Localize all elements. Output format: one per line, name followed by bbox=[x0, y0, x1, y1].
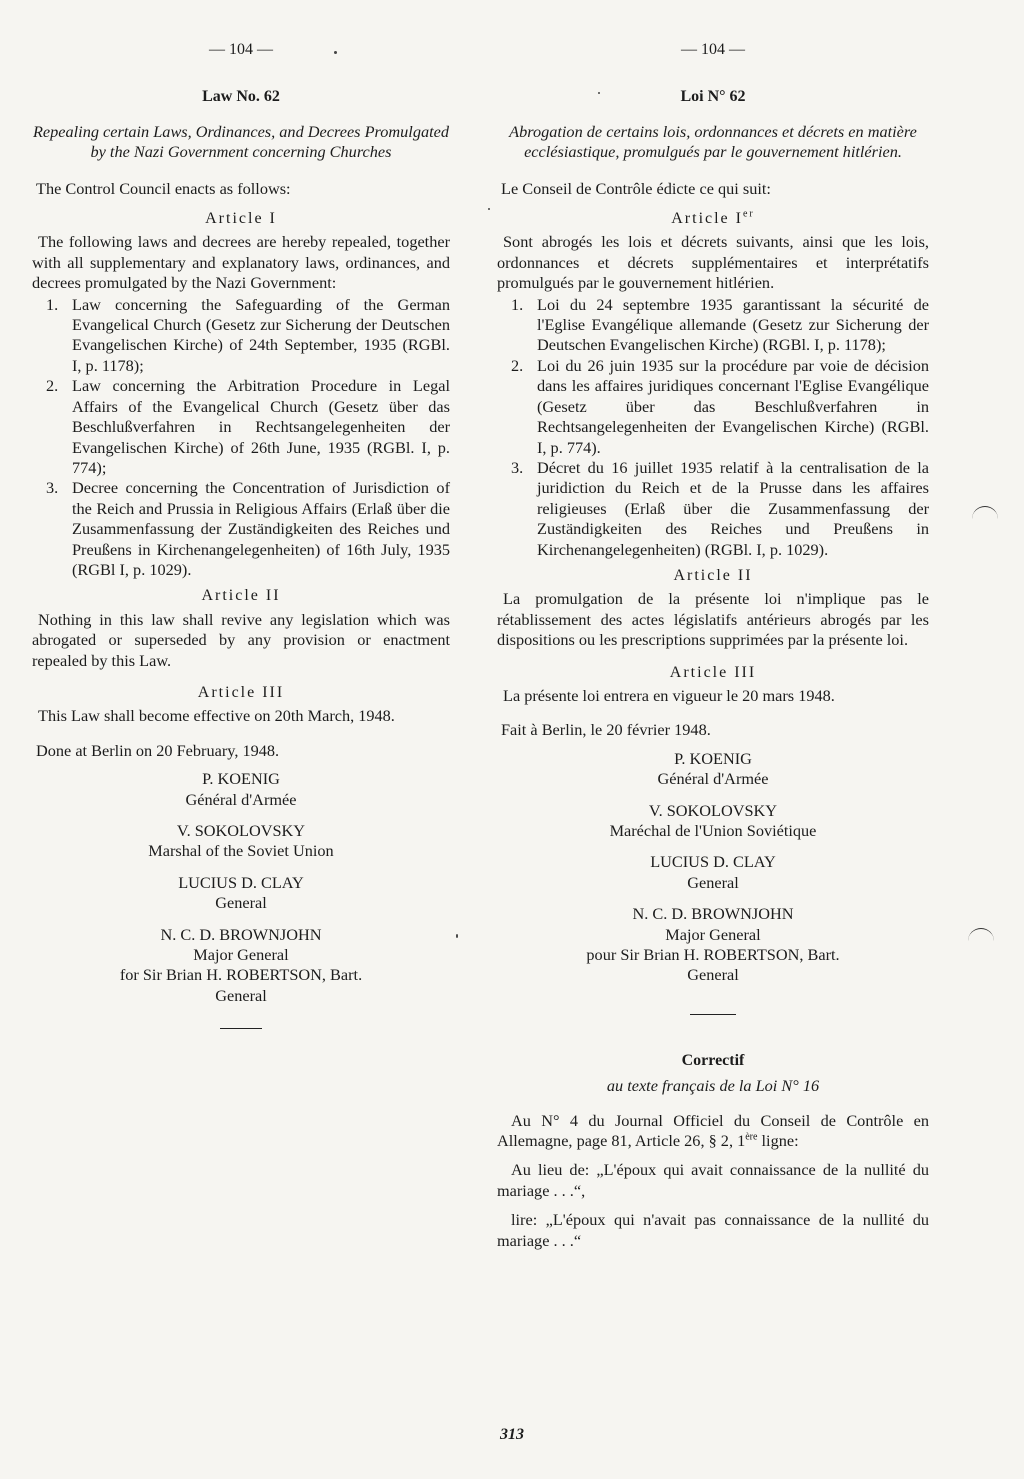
signatory-block bbox=[497, 801, 929, 842]
list-item-number: 2. bbox=[46, 376, 59, 396]
enacting-clause: Le Conseil de Contrôle édicte ce qui suit: bbox=[501, 178, 771, 198]
correctif-subtitle: au texte français de la Loi N° 16 bbox=[606, 1076, 820, 1096]
signatory-name: V. SOKOLOVSKY bbox=[648, 800, 778, 820]
article-1-heading: Article I bbox=[205, 210, 277, 228]
done-at-line: Done at Berlin on 20 February, 1948. bbox=[36, 740, 280, 760]
list-item-text: Loi du 26 juin 1935 sur la procédure par voie de décision dans les affaires juridiques concernant l'Eglise Evangélique (Gesetz über das Beschlußverfahren in Rechtsangelegenheiten der Evangelischen Kirche) (RGBl. I, p. 774). bbox=[537, 355, 929, 457]
article-3-text: La présente loi entrera en vigueur le 20 mars 1948. bbox=[503, 685, 835, 705]
signatory-title: Marshal of the Soviet Union bbox=[148, 841, 334, 861]
ordinal-superscript: ère bbox=[745, 1131, 758, 1143]
page-number-header: — 104 — bbox=[209, 41, 273, 58]
signatory-title: General bbox=[687, 965, 739, 985]
article-1-intro: The following laws and decrees are hereby repealed, together with all supplementary and explanatory laws, ordinances, and decrees promulgated by the Nazi Government: bbox=[32, 232, 450, 293]
article-3-heading: Article III bbox=[669, 663, 757, 681]
english-column bbox=[32, 40, 450, 1029]
signatory-name: P. KOENIG bbox=[674, 748, 752, 768]
signatory-title: Major General bbox=[665, 924, 761, 944]
signatory-title: General bbox=[215, 985, 267, 1005]
signatory-name: N. C. D. BROWNJOHN bbox=[632, 904, 794, 924]
list-item-text: Decree concerning the Concentration of Jurisdiction of the Reich and Prussia in Religious Affairs (Erlaß über die Zusammenfassung der Zuständigkeiten des Reiches und Preußens in Kirchenangelegenheiten) of 16th July, 1935 (RGBl I, p. 1029). bbox=[72, 478, 450, 579]
signatory-name: V. SOKOLOVSKY bbox=[176, 821, 306, 840]
signatory-name: N. C. D. BROWNJOHN bbox=[160, 924, 322, 944]
list-item-text: Law concerning the Arbitration Procedure in Legal Affairs of the Evangelical Church (Gesetz über das Beschlußverfahren in Rechtsangelegenheiten der Evangelischen Kirche) of 26th June, 1935 (RGBl. I, p. 774); bbox=[72, 376, 450, 477]
correctif-original: Au lieu de: „L'époux qui avait connaissance de la nullité du mariage . . .“, bbox=[497, 1160, 929, 1200]
law-subtitle: Abrogation de certains lois, ordonnances et décrets en matière ecclésiastique, promulgués par le gouvernement hitlérien. bbox=[509, 121, 917, 162]
section-divider bbox=[690, 1014, 736, 1015]
signatory-on-behalf: for Sir Brian H. ROBERTSON, Bart. bbox=[119, 965, 363, 985]
page-number-header: — 104 — bbox=[681, 41, 745, 58]
done-at-line: Fait à Berlin, le 20 février 1948. bbox=[501, 720, 711, 740]
list-item-text: Loi du 24 septembre 1935 garantissant la sécurité de l'Eglise Evangélique allemande (Gesetz zur Sicherung der Deutschen Evangelischen Kirche) (RGBl. I, p. 1178); bbox=[537, 294, 929, 355]
law-title: Loi N° 62 bbox=[680, 88, 746, 106]
article-3-heading: Article III bbox=[197, 683, 285, 701]
scan-mark bbox=[968, 928, 994, 943]
signatory-block bbox=[32, 873, 450, 914]
page-number-footer: 313 bbox=[500, 1426, 524, 1443]
signatory-name: P. KOENIG bbox=[202, 769, 280, 789]
scan-speck bbox=[488, 208, 490, 210]
scan-speck bbox=[334, 51, 337, 54]
article-1-list bbox=[497, 295, 929, 560]
list-item bbox=[32, 478, 450, 580]
signatory-block bbox=[497, 904, 929, 986]
signatory-name: LUCIUS D. CLAY bbox=[178, 872, 304, 892]
article-1-heading: Article Ier bbox=[671, 208, 755, 228]
signatory-block bbox=[32, 821, 450, 862]
signatory-title: General bbox=[687, 872, 739, 892]
signatory-block bbox=[32, 925, 450, 1007]
signatory-title: Major General bbox=[193, 945, 289, 965]
ordinal-superscript: er bbox=[742, 208, 755, 220]
section-divider bbox=[220, 1028, 262, 1029]
list-item-number: 1. bbox=[511, 294, 524, 314]
list-item bbox=[32, 376, 450, 478]
list-item bbox=[497, 356, 929, 458]
enacting-clause: The Control Council enacts as follows: bbox=[36, 178, 291, 198]
article-2-text: Nothing in this law shall revive any legislation which was abrogated or superseded by any provision or enactment repealed by this Law. bbox=[32, 609, 450, 670]
list-item bbox=[497, 458, 929, 560]
scan-speck bbox=[598, 92, 600, 94]
signatory-block bbox=[32, 769, 450, 810]
law-subtitle: Repealing certain Laws, Ordinances, and Decrees Promulgated by the Nazi Government concerning Churches bbox=[32, 121, 449, 162]
signatory-title: Général d'Armée bbox=[657, 769, 769, 789]
signatory-title: Général d'Armée bbox=[185, 789, 297, 809]
scan-speck bbox=[456, 934, 458, 938]
article-1-intro: Sont abrogés les lois et décrets suivants, ainsi que les lois, ordonnances et décrets supplémentaires et interprétatifs promulgués par le gouvernement hitlérien. bbox=[497, 232, 929, 293]
list-item-number: 2. bbox=[511, 355, 524, 375]
signatory-title: Maréchal de l'Union Soviétique bbox=[609, 821, 817, 840]
signatory-on-behalf: pour Sir Brian H. ROBERTSON, Bart. bbox=[586, 945, 840, 965]
article-1-list bbox=[32, 295, 450, 581]
list-item bbox=[32, 295, 450, 377]
list-item bbox=[497, 295, 929, 356]
article-2-text: La promulgation de la présente loi n'implique pas le rétablissement des actes législatifs antérieurs abrogés par les dispositions ou les prescriptions supprimées par la présente loi. bbox=[497, 589, 929, 650]
correctif-reference: Au N° 4 du Journal Officiel du Conseil de Contrôle en Allemagne, page 81, Article 26, § 2, 1ère ligne: bbox=[497, 1110, 929, 1151]
scan-mark bbox=[972, 506, 998, 521]
law-title: Law No. 62 bbox=[202, 88, 280, 106]
signatory-title: General bbox=[215, 893, 267, 913]
list-item-text: Décret du 16 juillet 1935 relatif à la centralisation de la juridiction du Reich et de la Prusse dans les affaires religieuses (Erlaß über die Zusammenfassung der Zuständigkeiten des Reiches und Preußens in Kirchenangelegenheiten) (RGBl. I, p. 1029). bbox=[537, 457, 929, 559]
list-item-text: Law concerning the Safeguarding of the German Evangelical Church (Gesetz zur Sicherung der Deutschen Evangelischen Kirche) of 24th September, 1935 (RGBl. I, p. 1178); bbox=[72, 294, 450, 375]
article-3-text: This Law shall become effective on 20th March, 1948. bbox=[38, 706, 395, 726]
signatory-block bbox=[497, 749, 929, 790]
article-2-heading: Article II bbox=[201, 587, 281, 605]
list-item-number: 1. bbox=[46, 294, 59, 314]
french-column bbox=[497, 40, 929, 1260]
list-item-number: 3. bbox=[46, 478, 59, 498]
correctif-title: Correctif bbox=[681, 1051, 745, 1069]
correctif-corrected: lire: „L'époux qui n'avait pas connaissance de la nullité du mariage . . .“ bbox=[497, 1210, 929, 1250]
signatory-block bbox=[497, 852, 929, 893]
article-2-heading: Article II bbox=[673, 566, 753, 584]
list-item-number: 3. bbox=[511, 457, 524, 477]
signatory-name: LUCIUS D. CLAY bbox=[650, 852, 776, 872]
